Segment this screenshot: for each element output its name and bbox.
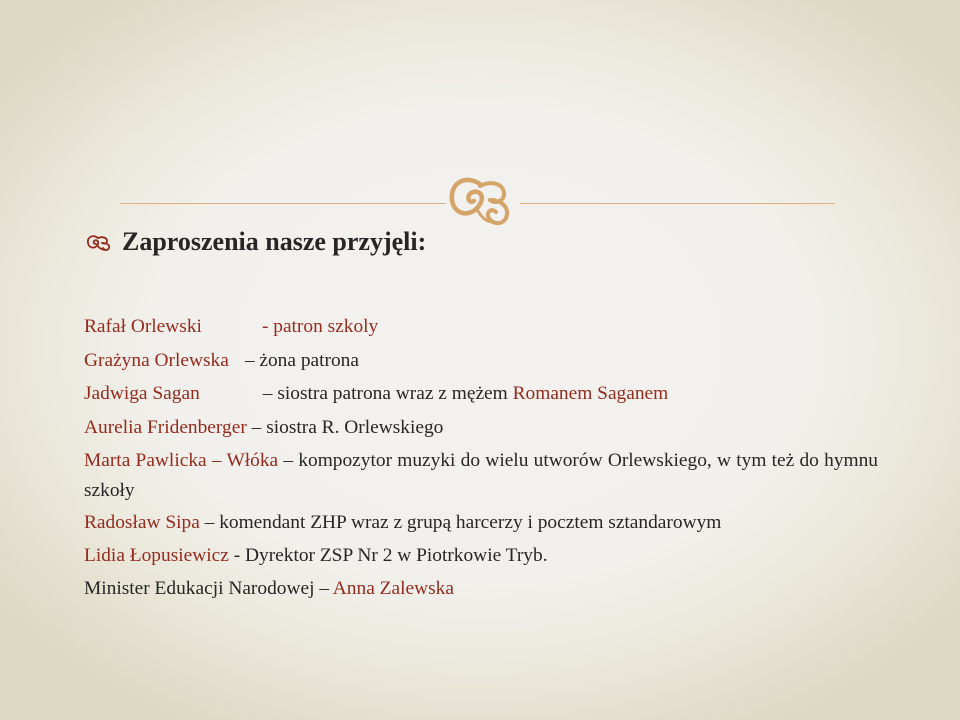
heading-text: Zaproszenia nasze przyjęli:: [122, 227, 427, 256]
guest-role: – kompozytor muzyki do wielu utworów Orlewskiego, w tym też do hymnu szkoły: [84, 450, 878, 501]
list-item: [84, 446, 878, 505]
guest-name: Marta Pawlicka – Włóka: [84, 450, 279, 471]
guest-role: – siostra R. Orlewskiego: [246, 416, 444, 438]
list-item: [84, 346, 878, 377]
guest-name: Aurelia Fridenberger: [84, 416, 247, 438]
guest-list: [84, 312, 878, 608]
list-item: [84, 508, 878, 538]
guest-role-prefix: Minister Edukacji Narodowej –: [84, 578, 333, 599]
divider-right: [520, 203, 835, 204]
guest-role: – siostra patrona wraz z mężem: [262, 383, 513, 404]
slide-heading: [85, 224, 426, 260]
guest-name: Lidia Łopusiewicz: [84, 544, 229, 566]
guest-role: – komendant ZHP wraz z grupą harcerzy i pocztem sztandarowym: [199, 512, 722, 533]
list-item: [84, 312, 878, 343]
curly-ornament-icon: [440, 170, 520, 230]
curly-bullet-icon: [85, 233, 115, 251]
guest-role: – żona patrona: [244, 349, 359, 371]
guest-name: Jadwiga Sagan: [84, 383, 200, 404]
list-item: [84, 574, 878, 605]
guest-name: Grażyna Orlewska: [84, 349, 229, 371]
guest-name: Anna Zalewska: [332, 578, 454, 599]
list-item: [84, 413, 878, 444]
guest-name: Rafał Orlewski: [84, 316, 202, 337]
guest-name-secondary: Romanem Saganem: [512, 383, 669, 404]
list-item: [84, 379, 878, 410]
guest-role: - patron szkoly: [261, 316, 379, 337]
list-item: [84, 541, 878, 572]
guest-name: Radosław Sipa: [84, 512, 200, 533]
divider-left: [120, 203, 446, 204]
guest-role: - Dyrektor ZSP Nr 2 w Piotrkowie Tryb.: [228, 544, 548, 566]
